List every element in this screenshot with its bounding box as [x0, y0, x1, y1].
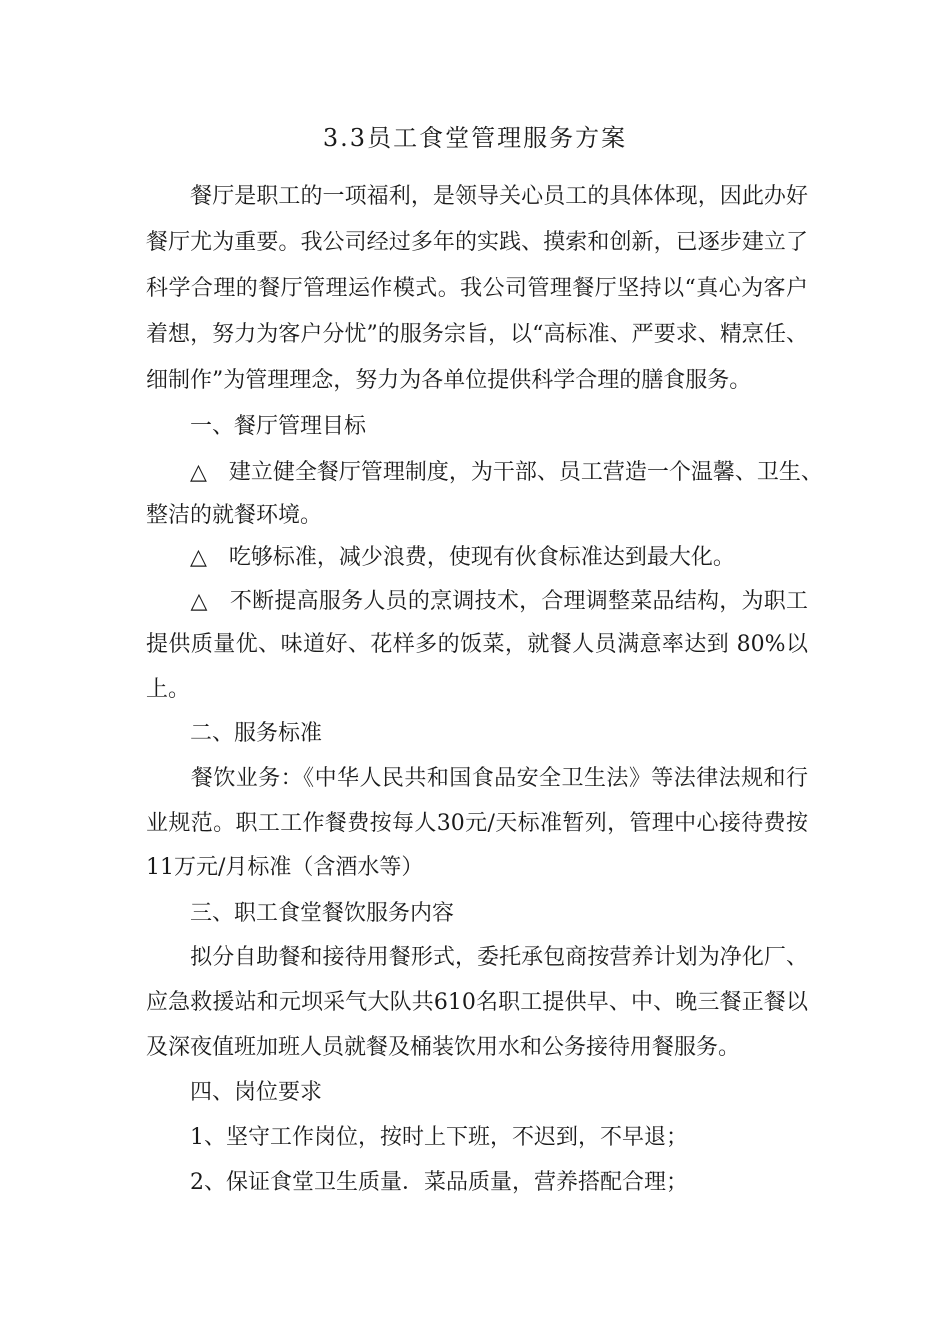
document-title: 3.3员工食堂管理服务方案 — [322, 124, 628, 152]
text-line-2: 餐厅尤为重要。我公司经过多年的实践、摸索和创新，已逐步建立了 — [146, 230, 808, 255]
text-line-9: △ 吃够标准，减少浪费，使现有伙食标准达到最大化。 — [146, 545, 735, 570]
section-heading-1: 一、餐厅管理目标 — [146, 414, 367, 439]
text-line-15: 业规范。职工工作餐费按每人30元/天标准暂列，管理中心接待费按 — [146, 811, 808, 836]
text-line-7: △ 建立健全餐厅管理制度，为干部、员工营造一个温馨、卫生、 — [146, 460, 823, 485]
text-line-3: 科学合理的餐厅管理运作模式。我公司管理餐厅坚持以“真心为客户 — [146, 276, 808, 301]
text-line-23: 2、保证食堂卫生质量．菜品质量，营养搭配合理； — [146, 1170, 688, 1195]
text-line-14: 餐饮业务：《中华人民共和国食品安全卫生法》等法律法规和行 — [146, 766, 808, 791]
section-heading-2: 二、服务标准 — [146, 721, 323, 746]
text-line-16: 11万元/月标准（含酒水等） — [146, 855, 424, 880]
section-heading-4: 四、岗位要求 — [146, 1080, 323, 1105]
section-heading-3: 三、职工食堂餐饮服务内容 — [146, 901, 455, 926]
text-line-19: 应急救援站和元坝采气大队共610名职工提供早、中、晚三餐正餐以 — [146, 990, 808, 1015]
text-line-20: 及深夜值班加班人员就餐及桶装饮用水和公务接待用餐服务。 — [146, 1035, 741, 1060]
text-line-12: 上。 — [146, 677, 191, 702]
text-line-22: 1、坚守工作岗位，按时上下班，不迟到，不早退； — [146, 1125, 688, 1150]
text-line-11: 提供质量优、味道好、花样多的饭菜，就餐人员满意率达到 80%以 — [146, 632, 808, 657]
text-line-8: 整洁的就餐环境。 — [146, 503, 323, 528]
text-line-1: 餐厅是职工的一项福利，是领导关心员工的具体体现，因此办好 — [146, 184, 808, 209]
text-line-4: 着想，努力为客户分忧”的服务宗旨，以“高标准、严要求、精烹任、 — [146, 322, 808, 347]
text-line-18: 拟分自助餐和接待用餐形式，委托承包商按营养计划为净化厂、 — [146, 945, 808, 970]
text-line-10: △ 不断提高服务人员的烹调技术，合理调整菜品结构，为职工 — [146, 589, 808, 614]
text-line-5: 细制作”为管理理念，努力为各单位提供科学合理的膳食服务。 — [146, 368, 752, 393]
